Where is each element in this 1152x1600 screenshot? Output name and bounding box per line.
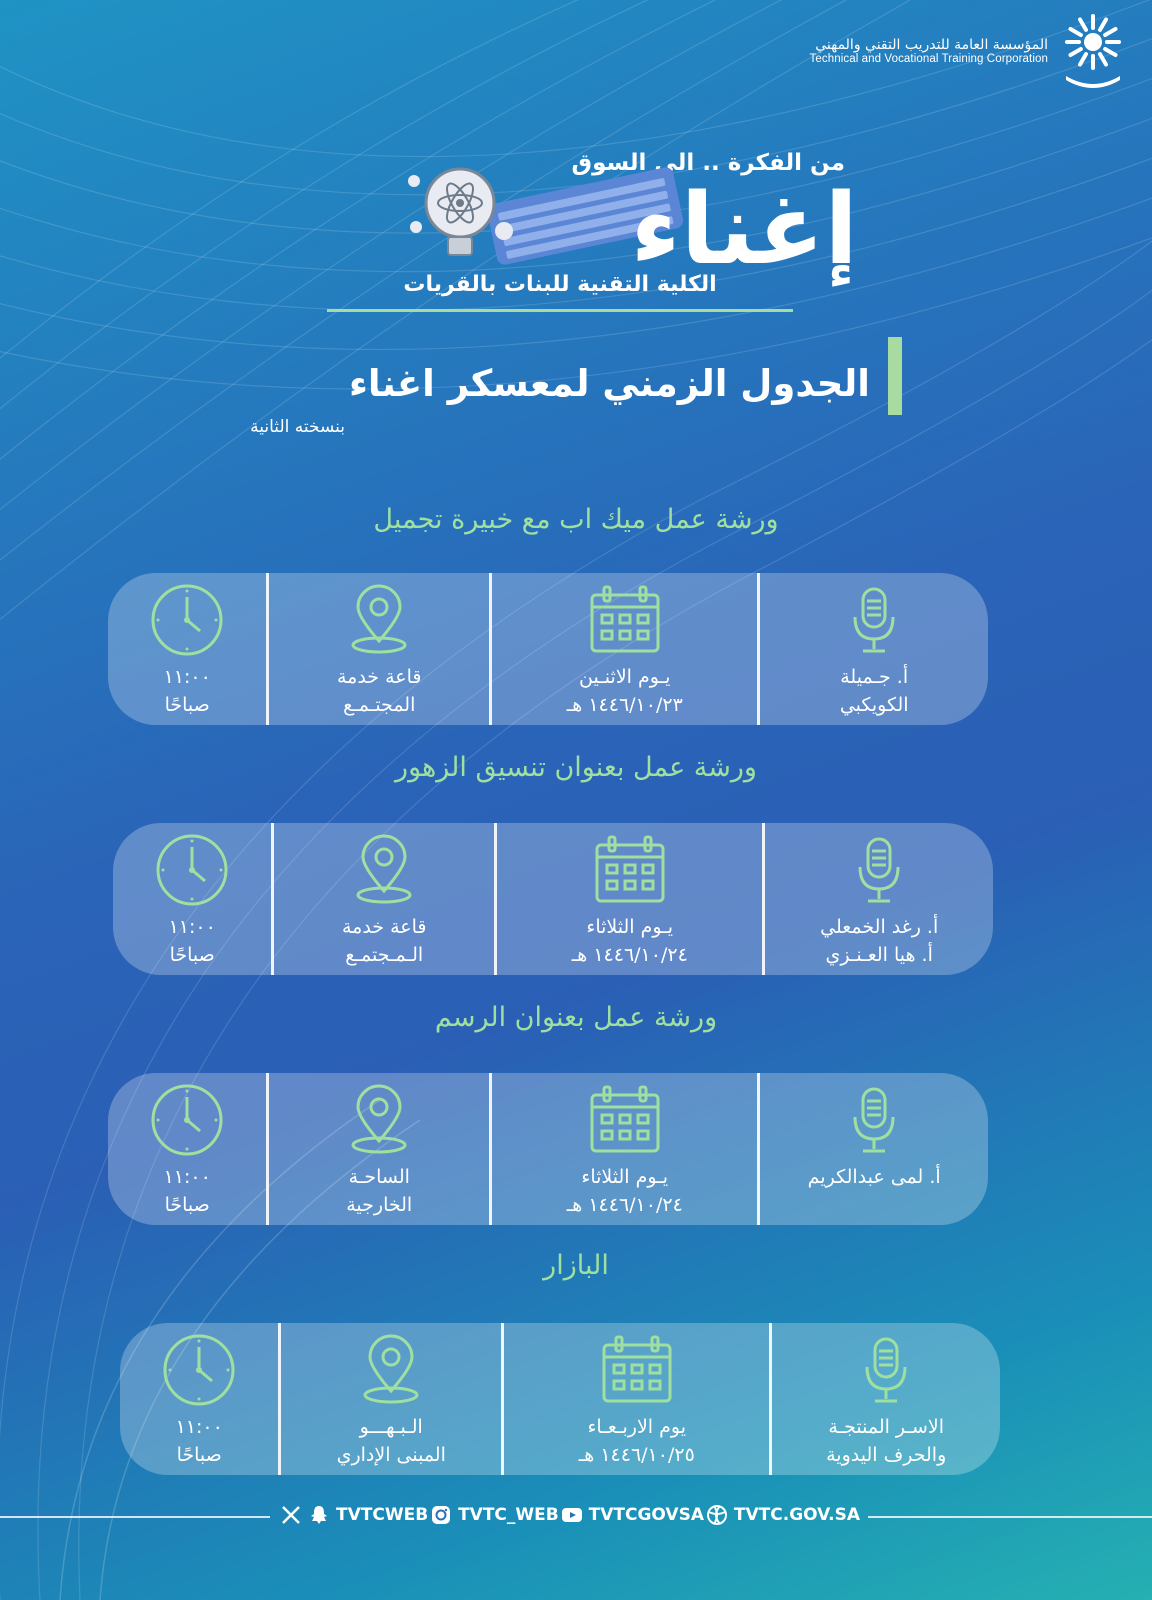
place-line-2: المبنى الإداري xyxy=(336,1444,446,1466)
session-title: ورشة عمل ميك اب مع خبيرة تجميل xyxy=(373,504,779,535)
calendar-icon xyxy=(588,1083,662,1157)
date-cell xyxy=(504,1323,772,1475)
youtube-icon xyxy=(561,1504,583,1526)
date-day: يـوم الثلاثاء xyxy=(581,1166,669,1188)
clock-icon xyxy=(155,833,229,907)
social-youtube-handle: TVTCGOVSA xyxy=(588,1505,704,1525)
social-website[interactable] xyxy=(706,1504,860,1526)
time-cell xyxy=(120,1323,281,1475)
speaker-cell xyxy=(760,573,988,725)
organization-logo xyxy=(810,12,1128,90)
clock-icon xyxy=(150,583,224,657)
place-line-1: الساحـة xyxy=(348,1166,410,1188)
social-instagram[interactable] xyxy=(430,1504,559,1526)
date-day: يوم الاربـعـاء xyxy=(587,1416,686,1438)
speaker-line-2: الكويكبي xyxy=(839,694,909,716)
clock-icon xyxy=(162,1333,236,1407)
time-period: صباحًا xyxy=(169,944,215,966)
footer-divider-right xyxy=(868,1516,1152,1518)
clock-icon xyxy=(150,1083,224,1157)
session-card xyxy=(113,823,993,975)
speaker-line-1: أ. لمى عبدالكريم xyxy=(807,1166,941,1188)
date-hijri: ١٤٤٦/١٠/٢٤ هـ xyxy=(571,944,688,966)
instagram-icon xyxy=(430,1504,452,1526)
date-hijri: ١٤٤٦/١٠/٢٥ هـ xyxy=(578,1444,695,1466)
session-card xyxy=(108,1073,988,1225)
heading-accent-bar xyxy=(888,337,902,415)
speaker-cell xyxy=(765,823,993,975)
schedule-edition: بنسخته الثانية xyxy=(250,417,345,437)
calendar-icon xyxy=(588,583,662,657)
date-hijri: ١٤٤٦/١٠/٢٣ هـ xyxy=(566,694,683,716)
time-cell xyxy=(108,1073,269,1225)
social-links xyxy=(280,1504,860,1526)
date-cell xyxy=(492,573,760,725)
social-instagram-handle: TVTC_WEB xyxy=(458,1505,559,1525)
college-underline xyxy=(327,309,793,312)
globe-icon xyxy=(706,1504,728,1526)
footer xyxy=(0,1497,1152,1537)
place-cell xyxy=(274,823,497,975)
speaker-line-2: أ. هيا العـنـزي xyxy=(825,944,933,966)
organization-name-arabic: المؤسسة العامة للتدريب التقني والمهني xyxy=(815,37,1048,53)
time-cell xyxy=(108,573,269,725)
social-youtube[interactable] xyxy=(561,1504,704,1526)
location-pin-icon xyxy=(354,1333,428,1407)
date-cell xyxy=(497,823,765,975)
session-card xyxy=(120,1323,1000,1475)
location-pin-icon xyxy=(342,583,416,657)
place-line-2: الخارجية xyxy=(346,1194,413,1216)
time-cell xyxy=(113,823,274,975)
schedule-title: الجدول الزمني لمعسكر اغناء xyxy=(348,362,870,405)
place-line-1: الـبـهـــو xyxy=(359,1416,423,1438)
date-day: يـوم الثلاثاء xyxy=(586,916,674,938)
speaker-cell xyxy=(772,1323,1000,1475)
social-x-handle: TVTCWEB xyxy=(336,1505,429,1525)
place-line-2: المجتـمـع xyxy=(343,694,416,716)
date-hijri: ١٤٤٦/١٠/٢٤ هـ xyxy=(566,1194,683,1216)
speaker-line-1: الاسـر المنتجـة xyxy=(828,1416,945,1438)
tagline: من الفكرة .. الى السوق xyxy=(571,150,845,176)
tvtc-emblem-icon xyxy=(1058,12,1128,90)
location-pin-icon xyxy=(342,1083,416,1157)
place-line-1: قاعة خدمة xyxy=(341,916,427,938)
time-period: صباحًا xyxy=(164,694,210,716)
place-cell xyxy=(269,1073,492,1225)
time-value: ١١:٠٠ xyxy=(175,1416,223,1438)
date-cell xyxy=(492,1073,760,1225)
location-pin-icon xyxy=(347,833,421,907)
organization-name-english: Technical and Vocational Training Corporation xyxy=(809,53,1048,65)
place-cell xyxy=(281,1323,504,1475)
speaker-line-1: أ. جـميلة xyxy=(840,666,909,688)
date-day: يـوم الاثنـين xyxy=(579,666,671,688)
calendar-icon xyxy=(593,833,667,907)
snapchat-icon xyxy=(308,1504,330,1526)
time-value: ١١:٠٠ xyxy=(163,666,211,688)
brand-title: إغناء xyxy=(630,173,858,287)
social-x-snapchat[interactable] xyxy=(280,1504,428,1526)
place-line-1: قاعة خدمة xyxy=(336,666,422,688)
calendar-icon xyxy=(600,1333,674,1407)
place-line-2: الـمـجتمـع xyxy=(345,944,424,966)
social-website-url: TVTC.GOV.SA xyxy=(733,1505,860,1525)
x-logo-icon xyxy=(280,1504,302,1526)
session-title: البازار xyxy=(543,1250,609,1281)
time-value: ١١:٠٠ xyxy=(168,916,216,938)
session-card xyxy=(108,573,988,725)
place-cell xyxy=(269,573,492,725)
time-value: ١١:٠٠ xyxy=(163,1166,211,1188)
speaker-line-1: أ. رغد الخمعلي xyxy=(820,916,939,938)
footer-divider-left xyxy=(0,1516,270,1518)
college-name: الكلية التقنية للبنات بالقريات xyxy=(403,272,717,297)
session-title: ورشة عمل بعنوان تنسيق الزهور xyxy=(395,752,757,783)
speaker-cell xyxy=(760,1073,988,1225)
speaker-line-2: والحرف اليدوية xyxy=(826,1444,947,1466)
microphone-icon xyxy=(842,833,916,907)
time-period: صباحًا xyxy=(164,1194,210,1216)
time-period: صباحًا xyxy=(176,1444,222,1466)
microphone-icon xyxy=(837,583,911,657)
session-title: ورشة عمل بعنوان الرسم xyxy=(434,1002,718,1033)
microphone-icon xyxy=(849,1333,923,1407)
microphone-icon xyxy=(837,1083,911,1157)
